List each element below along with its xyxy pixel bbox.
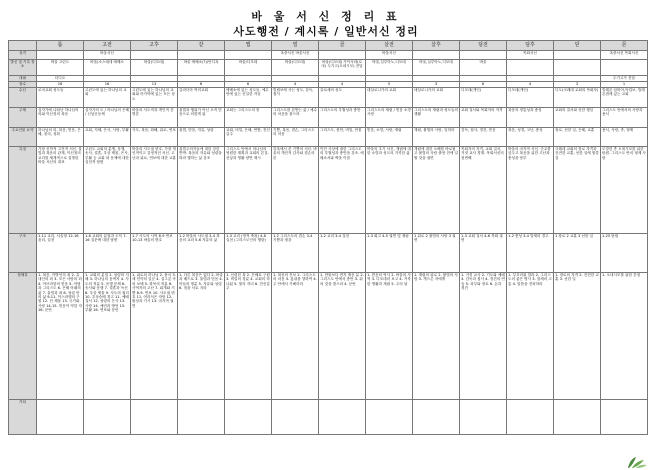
- table-cell: 율법주의자들에 대한 강한 반박. 복음의 자유와 성령을 따라 행하는 삶 강조: [178, 147, 225, 234]
- table-cell: 빌레몬 압비아,아킵보, 빌레몬집에 있는 교회: [601, 88, 648, 108]
- table-cell: 5: [366, 82, 413, 88]
- table-cell: 바울의 사도직과 개인적 증명론: [131, 108, 178, 128]
- column-header: 롬: [37, 41, 84, 51]
- table-cell: 데살로니가의 교회: [413, 88, 460, 108]
- table-cell: 디모데(개인): [460, 88, 507, 108]
- table-row: [9, 128, 648, 147]
- table-cell: 4: [272, 82, 319, 88]
- table-cell: 1-2 교리 3-4 실천: [319, 234, 366, 273]
- table-cell: 1. 부끄러워 말라 2. 그리스도의 좋은 병사 3. 말세의 고통 4. 말씀을 전파하라: [507, 273, 554, 400]
- table-row: [9, 108, 648, 128]
- table-cell: 1. 다른 복음은 없다 2. 바울과 베드로 3. 율법과 믿음 4. 아들의 명분 5. 자유와 성령 6. 짐을 서로 지라: [178, 273, 225, 400]
- column-header: 몬: [601, 41, 648, 51]
- table-cell: 옥중서신 목회서신: [601, 51, 648, 60]
- table-cell: [37, 400, 84, 435]
- table-cell: 16: [84, 82, 131, 88]
- table-cell: 더디오: [37, 76, 84, 82]
- table-cell: 3: [554, 82, 601, 88]
- column-header: 고전: [84, 41, 131, 51]
- table-cell: [507, 60, 554, 76]
- table-row: [9, 234, 648, 273]
- table-cell: 6: [460, 82, 507, 88]
- table-cell: 1. 만물보다 먼저 계신 분 2. 그리스도 안에서 충만 3. 위의 것을 찾으라 4. 문안: [319, 273, 366, 400]
- row-header: 발신 및 기록 장소: [9, 60, 37, 76]
- table-row: [9, 51, 648, 60]
- table-row: [9, 400, 648, 435]
- column-header: 딤전: [460, 41, 507, 51]
- table-cell: 데살로니가의 교회: [366, 88, 413, 108]
- table-cell: 1-25 탄원: [601, 234, 648, 273]
- table-cell: [413, 51, 460, 60]
- table-cell: 사도, 복음, 화해, 위로, 연보: [131, 128, 178, 147]
- table-cell: 복음의 정통성과 충성: [507, 108, 554, 128]
- table-cell: 1-3 교회 질서 4-6 목회 권면: [460, 234, 507, 273]
- table-cell: [554, 400, 601, 435]
- table-cell: 교회는 그리스도의 몸: [225, 108, 272, 128]
- table-cell: 도망한 종 오네시모를 위한 탄원. 그리스도 안의 형제 사랑: [601, 147, 648, 234]
- column-header: 살후: [413, 41, 460, 51]
- table-cell: [272, 400, 319, 435]
- table-cell: 십자가의 도 / 하나님의 은혜 / 신앙공동체: [84, 108, 131, 128]
- row-header: 기타: [9, 400, 37, 435]
- table-cell: 그리스도 안에서의 사랑과 용서: [601, 108, 648, 128]
- table-cell: 1. 복음의 진보 2. 그리스도의 마음 3. 푯대를 향하여 4. 주 안에서 기뻐하라: [272, 273, 319, 400]
- table-cell: 십자가에 나타난 하나님의 의와 이신칭의 복음: [37, 108, 84, 128]
- table-row: [9, 147, 648, 234]
- table-cell: 율법과 행위가 아닌 오직 믿음으로 의롭게 됨: [178, 108, 225, 128]
- table-cell: [601, 60, 648, 76]
- table-cell: [37, 51, 84, 60]
- table-cell: 그리스도, 충만, 비밀, 만물: [319, 128, 366, 147]
- table-cell: 1. 신령한 복 2. 은혜로 구원 3. 비밀의 경륜 4. 교회의 하나됨 5. 빛의 자녀 6. 전신갑주: [225, 273, 272, 400]
- table-cell: 바울(디모데): [131, 60, 178, 76]
- table-cell: [507, 400, 554, 435]
- table-cell: 6: [178, 82, 225, 88]
- table-cell: 갈라디아 여러교회: [178, 88, 225, 108]
- row-header: 주요인물 요약: [9, 128, 37, 147]
- table-cell: 1-7 사도의 사역 8-9 연보 10-13 바울의 변호: [131, 234, 178, 273]
- row-header: 성격: [9, 51, 37, 60]
- column-header: 딛: [554, 41, 601, 51]
- header-row: [9, 41, 648, 51]
- table-cell: [460, 400, 507, 435]
- table-cell: [366, 400, 413, 435]
- table-cell: 재림, 불법의 사람, 일하라: [413, 128, 460, 147]
- table-cell: [319, 400, 366, 435]
- table-cell: 복음, 성경, 고난, 충성: [507, 128, 554, 147]
- column-header: 갈: [178, 41, 225, 51]
- table-cell: 바울(디모데) 가이사랴(로마) 두기고(오네시모) 전달: [319, 60, 366, 76]
- table-row: [9, 88, 648, 108]
- table-cell: 1-2 바울의 사도권 3-4 복음의 교리 5-6 자유의 삶: [178, 234, 225, 273]
- table-cell: 3: [413, 82, 460, 88]
- table-cell: 6: [225, 82, 272, 88]
- table-cell: 율법, 믿음, 자유, 성령: [178, 128, 225, 147]
- table-cell: 1. 교회의 분열 2. 성령의 지혜 3. 하나님의 동역자 4. 사도의 직분 5. 음행 문제 6. 송사와 음행 7. 결혼과 독신 8. 우상 제물 9. 사도의 권리 10. 우상숭배 경고 11. 예배 질서 12. 성령의 은사 13. 사랑 14. 예언과 방언 15. 부활 16. 연보와 문안: [84, 273, 131, 400]
- table-cell: 로마교회 성도들: [37, 88, 84, 108]
- table-cell: [413, 400, 460, 435]
- column-header: 골: [319, 41, 366, 51]
- table-cell: 이단 사상에 대한 그리스도의 우월성과 충만을 강조. 에베소서와 짝을 이룸: [319, 147, 366, 234]
- column-header: 살전: [366, 41, 413, 51]
- table-cell: 바울서신: [84, 51, 131, 60]
- table-cell: 바울서신: [366, 51, 413, 60]
- table-cell: 옥중서신 바울서신: [272, 51, 319, 60]
- table-row: [9, 60, 648, 76]
- table-cell: 그리스도의 재림 / 믿음 소망 사랑: [366, 108, 413, 128]
- summary-table: [8, 40, 648, 435]
- table-cell: [554, 60, 601, 76]
- table-cell: 1. 재림의 위로 2. 불법의 사람 3. 게으른 자에게: [413, 273, 460, 400]
- table-cell: 바울,실루아노,디모데: [413, 60, 460, 76]
- row-header: 특징: [9, 147, 37, 234]
- table-cell: [601, 400, 648, 435]
- table-cell: 교회, 비밀, 은혜, 연합, 전신갑주: [225, 128, 272, 147]
- table-cell: 그리스도 안에서 하나님의 영원한 계획과 교회의 본질. 신앙과 생활 양면 제시: [225, 147, 272, 234]
- table-cell: [319, 51, 366, 60]
- table-cell: 1-2 충성 3-4 말세의 경고: [507, 234, 554, 273]
- column-header: 빌: [272, 41, 319, 51]
- table-cell: 1 장로 2 교훈 3 선한 일: [554, 234, 601, 273]
- row-header: 장수: [9, 82, 37, 88]
- table-cell: 바울(디모데): [272, 60, 319, 76]
- row-header: 구조: [9, 234, 37, 273]
- column-header: 고후: [131, 41, 178, 51]
- table-cell: 빌립보에 사는 성도, 감독, 집사: [272, 88, 319, 108]
- table-cell: 바울,실루아노,디모데: [366, 60, 413, 76]
- table-cell: 바울: [460, 60, 507, 76]
- table-cell: 1. 믿음의 역사 2. 바울의 사역 3. 디모데의 보고 4. 거룩한 생활과 재림 5. 주의 날: [366, 273, 413, 400]
- table-cell: [225, 400, 272, 435]
- table-cell: 감옥에서 쓴 기쁨의 서신. 바울의 개인적 감사와 겸손의 본: [272, 147, 319, 234]
- document-title: 바 울 서 신 정 리 표: [251, 10, 401, 23]
- column-header: 딤후: [507, 41, 554, 51]
- table-cell: 1. 장로의 자격 2. 건전한 교훈 3. 선한 일: [554, 273, 601, 400]
- table-cell: 고린도에 있는 하나님의 교회와 아가야에 있는 모든 성도: [131, 88, 178, 108]
- table-cell: 4: [319, 82, 366, 88]
- table-cell: 1. 복음, 이방인의 죄 2. 유대인의 죄 3. 모든 사람의 죄 4. 아브라함의 믿음 5. 아담과 그리스도 6. 은혜 아래의 삶 7. 율법과 죄 8. 성령 안의 삶 9-11. 이스라엘의 구원 12. 산 제물 13. 국가와 사랑 14-15. 믿음이 약한 자 16. 문안: [37, 273, 84, 400]
- document-subtitle: 사도행전 / 계시록 / 일반서신 정리: [233, 25, 419, 38]
- table-cell: 크레데 교회의 장로 자격과 건전한 교훈, 선한 일에 힘쓸 것: [554, 147, 601, 234]
- table-row: [9, 273, 648, 400]
- table-cell: 하나님의 의, 복음, 믿음, 은혜, 칭의, 성화: [37, 128, 84, 147]
- table-cell: [84, 400, 131, 435]
- table-cell: 재림에 대한 오해를 바로잡고 불법의 사람 출현 전에 일할 것을 권면: [413, 147, 460, 234]
- table-cell: 바울의 마지막 서신. 순교를 앞두고 복음을 위한 고난과 충성을 당부: [507, 147, 554, 234]
- table-cell: 그리스도를 본받는 삶 / 예수의 마음을 품으라: [272, 108, 319, 128]
- table-cell: 1-2 그리스도의 겸손 3-4 기쁨과 평강: [272, 234, 319, 273]
- table-cell: 1-6 교회의 분열과 도덕 7-16 질문에 대한 답변: [84, 234, 131, 273]
- table-cell: 고린도 교회의 분쟁, 음행, 송사, 결혼, 우상 제물, 은사, 부활 등 교회 내 문제에 대한 실천적 답변: [84, 147, 131, 234]
- table-cell: 기쁨, 복음, 겸손, 그리스도의 마음: [272, 128, 319, 147]
- table-cell: [178, 400, 225, 435]
- table-cell: 1. 거짓 교사 2. 기도와 예배 3. 감독과 집사 4. 경건의 연습 5. 과부와 장로 6. 돈과 경건: [460, 273, 507, 400]
- table-cell: [554, 51, 601, 60]
- table-cell: 믿음, 소망, 사랑, 재림: [366, 128, 413, 147]
- table-cell: 고린도에 있는 하나님의 교회: [84, 88, 131, 108]
- plant-decoration-icon: [624, 455, 648, 469]
- row-header: 주제: [9, 108, 37, 128]
- table-cell: 디모데(개인): [507, 88, 554, 108]
- row-header: 정체록: [9, 273, 37, 400]
- table-cell: 바울의 사도권 변호, 가장 개인적이고 감정적인 서신. 고난과 위로, 연보에 대한 교훈: [131, 147, 178, 234]
- column-header: 엡: [225, 41, 272, 51]
- table-cell: 4: [507, 82, 554, 88]
- table-cell: [178, 51, 225, 60]
- table-cell: 1. 오네시모를 위한 간청: [601, 273, 648, 400]
- table-cell: 골로새의 성도: [319, 88, 366, 108]
- table-cell: 교회 질서와 목회자의 자격: [460, 108, 507, 128]
- table-cell: 바울(소스데네 에베소: [84, 60, 131, 76]
- table-cell: 1-11 교리, 서술형 12-16 윤리, 실천: [37, 234, 84, 273]
- table-cell: 그리스도의 우월성과 충만: [319, 108, 366, 128]
- table-cell: 가장 신학적 고전적 서신. 율법과 복음의 관계, 이신칭의 교리를 체계적으로 설명한 바울 서신의 대표: [37, 147, 84, 234]
- table-cell: 1-3 회고 4-5 권면 및 재림: [366, 234, 413, 273]
- table-cell: 1-3 교리 (영적 축복) 4-6 실천 (그리스도인의 행함): [225, 234, 272, 273]
- row-header: 대필: [9, 76, 37, 82]
- table-cell: 디도(크레데 교회의 목회자): [554, 88, 601, 108]
- table-cell: 두기고가 전달: [601, 76, 648, 82]
- table-cell: [131, 51, 178, 60]
- table-cell: [131, 400, 178, 435]
- header-corner: [9, 41, 37, 51]
- table-cell: 1. 위로의 하나님 2. 용서 3. 새 언약의 일꾼 4. 질그릇 속의 보배 5. 화목의 직분 6. 사역자의 고난 7. 회개와 기쁨 8-9. 연보 10. 사도권 변호 11. 어리석은 자랑 12. 환상과 가시 13. 마지막 권면: [131, 273, 178, 400]
- table-cell: 1: [601, 82, 648, 88]
- table-cell: 목회서신: [507, 51, 554, 60]
- table-cell: 교회, 지혜, 은사, 사랑, 부활: [84, 128, 131, 147]
- table-cell: 바울/디모데: [225, 60, 272, 76]
- table-cell: 바울 고린도: [37, 60, 84, 76]
- table-cell: 에베소에 있는 성도들, 예수안에 있는 신실한 자들: [225, 88, 272, 108]
- table-cell: 바울 에베소(?)/안디옥: [178, 60, 225, 76]
- table-cell: 교회의 질서와 선한 행실: [554, 108, 601, 128]
- row-header: 수신: [9, 88, 37, 108]
- table-cell: 감독, 집사, 경건, 믿음: [460, 128, 507, 147]
- table-cell: 용서, 사랑, 종, 형제: [601, 128, 648, 147]
- table-cell: 그리스도의 재림과 성도들의 생활: [413, 108, 460, 128]
- table-cell: [460, 51, 507, 60]
- table-cell: 바울의 초기 서신, 재림에 대한 소망과 성도의 거룩한 삶: [366, 147, 413, 234]
- table-cell: 13: [131, 82, 178, 88]
- table-cell: 1 위로 2 불법의 사람 3 권면: [413, 234, 460, 273]
- table-cell: [225, 51, 272, 60]
- table-cell: 16: [37, 82, 84, 88]
- table-cell: 장로, 선한 일, 은혜, 교훈: [554, 128, 601, 147]
- table-cell: 목회자의 자격, 교회 질서, 거짓 교사 경계. 목회서신의 첫번째: [460, 147, 507, 234]
